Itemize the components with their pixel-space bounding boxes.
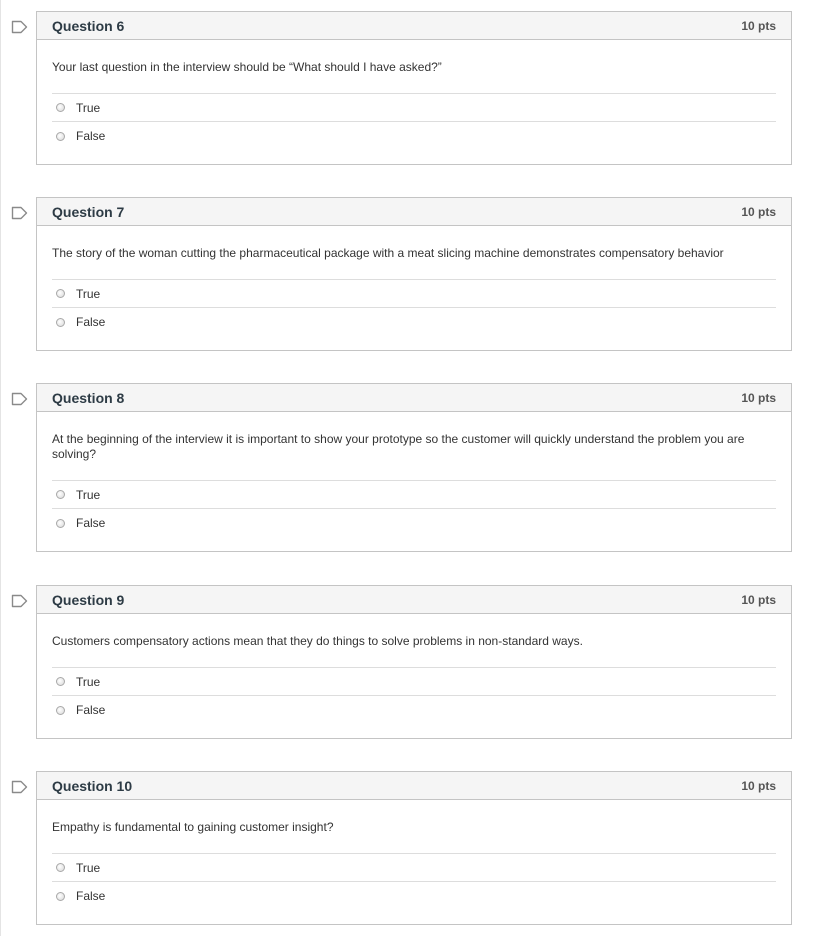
radio-button[interactable] xyxy=(56,706,65,715)
question-text: At the beginning of the interview it is important to show your prototype so the customer will quickly understand the problem you are solving? xyxy=(52,432,745,461)
radio-button[interactable] xyxy=(56,103,65,112)
answer-true[interactable] xyxy=(52,668,776,696)
answer-false[interactable] xyxy=(52,882,776,910)
page-left-edge xyxy=(0,0,1,936)
answer-false[interactable] xyxy=(52,308,776,336)
flag-question-icon[interactable] xyxy=(11,206,28,220)
answer-label: True xyxy=(76,860,101,875)
question-text: Customers compensatory actions mean that they do things to solve problems in non-standard ways. xyxy=(52,634,583,648)
question-text: Empathy is fundamental to gaining customer insight? xyxy=(52,820,334,834)
question-text: Your last question in the interview should be “What should I have asked?” xyxy=(52,60,442,74)
answer-false[interactable] xyxy=(52,696,776,724)
radio-button[interactable] xyxy=(56,677,65,686)
radio-button[interactable] xyxy=(56,132,65,141)
answer-label: False xyxy=(76,129,106,143)
question-card xyxy=(36,11,792,165)
question-title: Question 7 xyxy=(52,203,125,220)
question-card xyxy=(36,383,792,552)
answer-true[interactable] xyxy=(52,94,776,122)
answer-true[interactable] xyxy=(52,854,776,882)
question-text: The story of the woman cutting the pharmaceutical package with a meat slicing machine demonstrates compensatory behavior xyxy=(52,246,724,260)
question-header xyxy=(37,772,791,800)
answer-list xyxy=(52,853,776,910)
radio-button[interactable] xyxy=(56,892,65,901)
question-header xyxy=(37,198,791,226)
answer-label: False xyxy=(76,889,106,903)
answer-list xyxy=(52,93,776,150)
answer-label: False xyxy=(76,315,106,329)
answer-label: True xyxy=(76,100,101,115)
radio-button[interactable] xyxy=(56,289,65,298)
answer-list xyxy=(52,480,776,537)
answer-label: False xyxy=(76,516,106,530)
flag-question-icon[interactable] xyxy=(11,594,28,608)
radio-button[interactable] xyxy=(56,519,65,528)
question-header xyxy=(37,586,791,614)
answer-label: True xyxy=(76,674,101,689)
radio-button[interactable] xyxy=(56,863,65,872)
answer-list xyxy=(52,667,776,724)
question-title: Question 6 xyxy=(52,17,125,34)
question-points: 10 pts xyxy=(741,204,776,219)
question-points: 10 pts xyxy=(741,592,776,607)
question-header xyxy=(37,384,791,412)
radio-button[interactable] xyxy=(56,318,65,327)
question-title: Question 9 xyxy=(52,591,125,608)
question-points: 10 pts xyxy=(741,778,776,793)
answer-false[interactable] xyxy=(52,122,776,150)
answer-label: True xyxy=(76,487,101,502)
question-card xyxy=(36,585,792,739)
flag-question-icon[interactable] xyxy=(11,20,28,34)
question-title: Question 8 xyxy=(52,389,125,406)
question-title: Question 10 xyxy=(52,777,133,794)
question-card xyxy=(36,197,792,351)
answer-label: True xyxy=(76,286,101,301)
answer-list xyxy=(52,279,776,336)
question-points: 10 pts xyxy=(741,18,776,33)
flag-question-icon[interactable] xyxy=(11,780,28,794)
answer-label: False xyxy=(76,703,106,717)
question-card xyxy=(36,771,792,925)
answer-false[interactable] xyxy=(52,509,776,537)
radio-button[interactable] xyxy=(56,490,65,499)
answer-true[interactable] xyxy=(52,481,776,509)
answer-true[interactable] xyxy=(52,280,776,308)
question-points: 10 pts xyxy=(741,390,776,405)
question-header xyxy=(37,12,791,40)
flag-question-icon[interactable] xyxy=(11,392,28,406)
